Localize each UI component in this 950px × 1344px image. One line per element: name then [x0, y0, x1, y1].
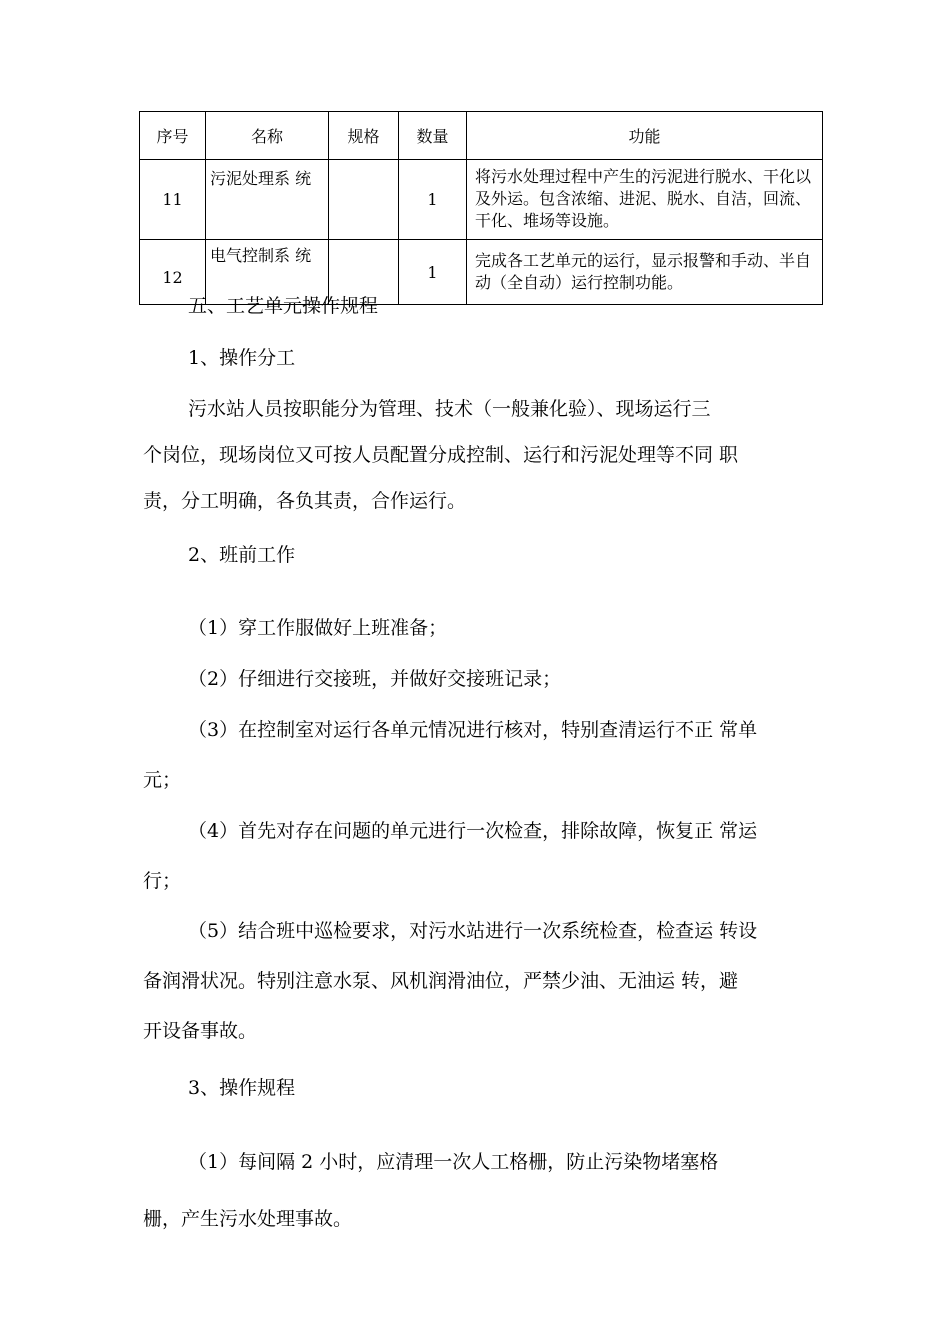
subheading-procedure: 3、操作规程 [188, 1077, 296, 1099]
subheading-division: 1、操作分工 [188, 347, 296, 369]
cell-name: 电气控制系 统 [206, 240, 329, 305]
cell-spec [329, 160, 399, 240]
list-item: （3）在控制室对运行各单元情况进行核对，特别查清运行不正 常单 [188, 719, 758, 741]
list-item-cont: 开设备事故。 [143, 1020, 258, 1042]
list-item: （5）结合班中巡检要求，对污水站进行一次系统检查，检查运 转设 [188, 920, 758, 942]
cell-qty: 1 [399, 240, 467, 305]
header-qty: 数量 [399, 112, 467, 160]
cell-qty: 1 [399, 160, 467, 240]
cell-function: 完成各工艺单元的运行，显示报警和手动、半自动（全自动）运行控制功能。 [467, 240, 823, 305]
paragraph-line: 个岗位，现场岗位又可按人员配置分成控制、运行和污泥处理等不同 职 [143, 444, 739, 466]
list-item-cont: 元； [143, 769, 182, 791]
cell-name: 污泥处理系 统 [206, 160, 329, 240]
header-name: 名称 [206, 112, 329, 160]
list-item-cont: 备润滑状况。特别注意水泵、风机润滑油位，严禁少油、无油运 转，避 [143, 970, 739, 992]
header-function: 功能 [467, 112, 823, 160]
header-no: 序号 [140, 112, 206, 160]
section-title: 五、工艺单元操作规程 [188, 295, 379, 317]
list-item: （1）每间隔 2 小时，应清理一次人工格栅，防止污染物堵塞格 [188, 1151, 719, 1173]
cell-function: 将污水处理过程中产生的污泥进行脱水、干化以及外运。包含浓缩、进泥、脱水、自洁，回流、干化、堆场等设施。 [467, 160, 823, 240]
equipment-table [139, 111, 823, 305]
list-item: （4）首先对存在问题的单元进行一次检查，排除故障，恢复正 常运 [188, 820, 758, 842]
list-item-cont: 栅，产生污水处理事故。 [143, 1208, 353, 1230]
subheading-preshift: 2、班前工作 [188, 544, 296, 566]
cell-no: 12 [140, 240, 206, 305]
table-header-row [140, 112, 823, 160]
cell-no: 11 [140, 160, 206, 240]
list-item: （1）穿工作服做好上班准备； [188, 617, 448, 639]
paragraph-line: 污水站人员按职能分为管理、技术（一般兼化验）、现场运行三 [188, 398, 711, 420]
list-item: （2）仔细进行交接班，并做好交接班记录； [188, 668, 562, 690]
paragraph-line: 责，分工明确，各负其责，合作运行。 [143, 490, 467, 512]
table-row [140, 160, 823, 240]
list-item-cont: 行； [143, 870, 182, 892]
header-spec: 规格 [329, 112, 399, 160]
